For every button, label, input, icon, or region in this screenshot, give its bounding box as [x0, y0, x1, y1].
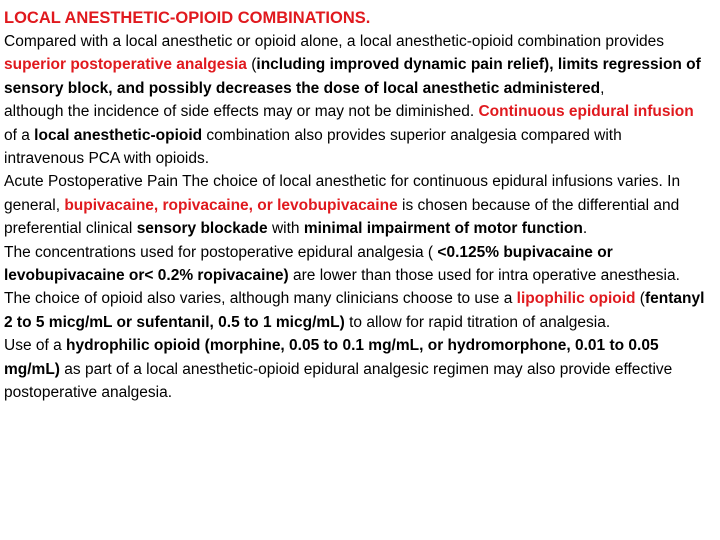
bold-benefits: including improved dynamic pain relief), limits regression of sensory block, and possibly decreases the dose of local anesthetic administered [4, 56, 701, 97]
text-segment: The concentrations used for postoperative epidural analgesia ( [4, 243, 438, 261]
highlight-superior-analgesia: superior postoperative analgesia [4, 56, 247, 74]
text-segment: The choice of opioid also varies, although many clinicians choose to use a [4, 290, 517, 308]
text-segment: . [582, 220, 588, 238]
text-segment: with [267, 220, 304, 238]
text-segment: as part of a local anesthetic-opioid epidural analgesic regimen may also provide effective postoperative analgesia. [4, 360, 673, 402]
highlight-continuous-epidural-infusion: Continuous epidural infusion [478, 103, 694, 121]
bold-sensory-blockade: sensory blockade [136, 220, 268, 238]
bold-minimal-motor-impairment: minimal impairment of motor function [303, 220, 583, 238]
paragraph-hydrophilic-opioid [4, 334, 706, 404]
text-segment: ( [246, 56, 257, 74]
text-segment: Compared with a local anesthetic or opioid alone, a local anesthetic-opioid combination provides [4, 33, 664, 50]
text-segment: are lower than those used for intra operative anesthesia. [288, 267, 680, 285]
paragraph-choice-of-local-anesthetic [4, 170, 706, 240]
text-segment: to allow for rapid titration of analgesia. [344, 313, 611, 331]
text-segment: combination also provides superior analgesia compared with intravenous PCA with opioids. [4, 126, 622, 168]
text-segment: ( [635, 290, 645, 308]
paragraph-combination-benefits [4, 30, 706, 100]
bold-concentrations: <0.125% bupivacaine or levobupivacaine or< 0.2% ropivacaine) [4, 243, 613, 285]
text-segment: , [600, 79, 605, 97]
text-segment: although the incidence of side effects may or may not be diminished. [4, 103, 479, 121]
paragraph-concentrations [4, 241, 706, 288]
bold-hydrophilic-opioid-doses: hydrophilic opioid (morphine, 0.05 to 0.1 mg/mL, or hydromorphone, 0.01 to 0.05 mg/mL) [4, 337, 659, 378]
paragraph-lipophilic-opioid [4, 287, 706, 334]
bold-local-anesthetic-opioid: local anesthetic-opioid [34, 126, 203, 144]
text-segment: is chosen because of the differential and preferential clinical [4, 196, 680, 238]
bold-fentanyl-sufentanil-doses: fentanyl 2 to 5 micg/mL or sufentanil, 0.5 to 1 micg/mL) [4, 290, 705, 331]
text-segment: Use of a [4, 337, 67, 355]
highlight-lipophilic-opioid: lipophilic opioid [516, 290, 636, 308]
highlight-anesthetic-agents: bupivacaine, ropivacaine, or levobupivacaine [64, 196, 398, 214]
paragraph-continuous-infusion [4, 100, 706, 170]
text-segment: Acute Postoperative Pain The choice of local anesthetic for continuous epidural infusions varies. In general, [4, 173, 681, 214]
text-segment: of a [4, 126, 35, 144]
slide-title: LOCAL ANESTHETIC-OPIOID COMBINATIONS. [4, 9, 371, 27]
